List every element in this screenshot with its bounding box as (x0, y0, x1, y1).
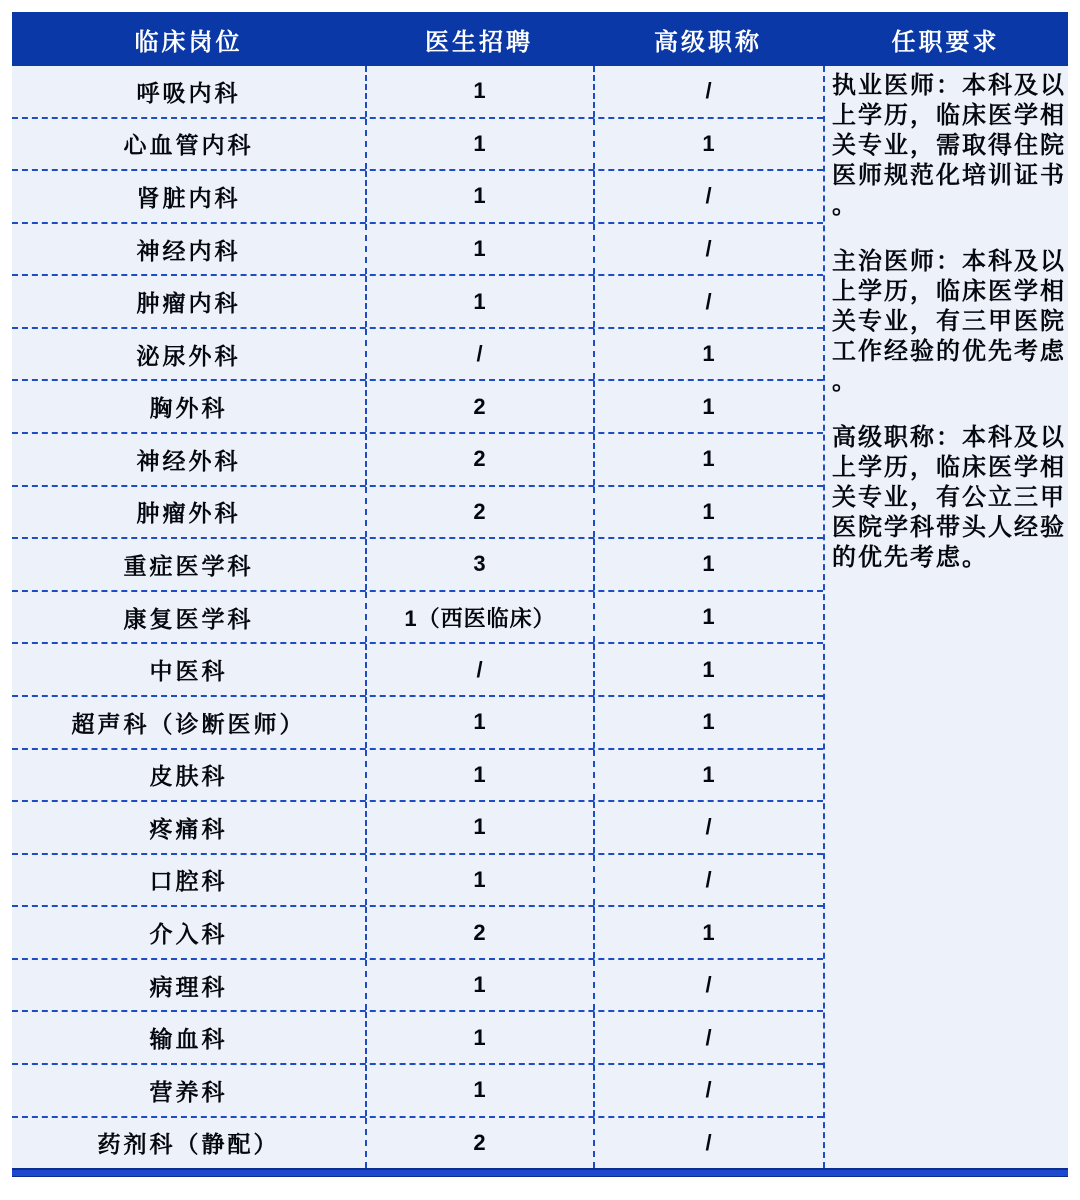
table-row (12, 119, 823, 172)
recruitment-table (12, 12, 1068, 1177)
position-cell: 病理科 (149, 973, 228, 1000)
position-cell: 营养科 (149, 1078, 228, 1105)
senior-title-cell: / (593, 171, 823, 222)
position-cell: 神经内科 (136, 237, 241, 264)
senior-title-cell: 1 (593, 592, 823, 643)
table-row (12, 802, 823, 855)
table-row (12, 960, 823, 1013)
position-cell: 口腔科 (149, 868, 228, 895)
position-cell: 重症医学科 (123, 552, 254, 579)
position-cell: 介入科 (149, 921, 228, 948)
doctor-count-cell: 1 (365, 855, 593, 906)
table-row (12, 224, 823, 277)
doctor-count-cell: 1 (365, 224, 593, 275)
position-cell: 康复医学科 (123, 605, 254, 632)
position-cell: 输血科 (149, 1026, 228, 1053)
position-cell: 心血管内科 (123, 132, 254, 159)
table-row (12, 1065, 823, 1118)
doctor-count-cell: 3 (365, 539, 593, 590)
doctor-count-cell: 1 (365, 1012, 593, 1063)
requirements-paragraph-senior-title: 高级职称：本科及以上学历，临床医学相关专业，有公立三甲医院学科带头人经验的优先考虑。 (832, 424, 1066, 571)
doctor-count-cell: 2 (365, 907, 593, 958)
position-cell: 肿瘤外科 (136, 500, 241, 527)
position-cell: 皮肤科 (149, 763, 228, 790)
position-cell: 呼吸内科 (136, 79, 241, 106)
senior-title-cell: 1 (593, 329, 823, 380)
senior-title-cell: / (593, 802, 823, 853)
table-row (12, 1012, 823, 1065)
doctor-count-cell: 1 (365, 960, 593, 1011)
senior-title-cell: / (593, 1118, 823, 1169)
doctor-count-cell: 1 (365, 171, 593, 222)
doctor-count-cell: 2 (365, 1118, 593, 1169)
table-body (12, 66, 1068, 1168)
table-row (12, 276, 823, 329)
senior-title-cell: 1 (593, 434, 823, 485)
position-cell: 胸外科 (149, 395, 228, 422)
doctor-count-cell: 1（西医临床） (365, 592, 593, 643)
senior-title-cell: / (593, 1065, 823, 1116)
senior-title-cell: 1 (593, 697, 823, 748)
table-row (12, 434, 823, 487)
doctor-count-cell: 2 (365, 487, 593, 538)
doctor-count-cell: 1 (365, 802, 593, 853)
senior-title-cell: / (593, 1012, 823, 1063)
table-row (12, 171, 823, 224)
senior-title-cell: / (593, 66, 823, 117)
table-row (12, 539, 823, 592)
table-row (12, 644, 823, 697)
doctor-count-cell: 2 (365, 381, 593, 432)
table-bottom-border (12, 1168, 1068, 1177)
doctor-count-cell: 1 (365, 276, 593, 327)
position-cell: 药剂科（静配） (97, 1131, 280, 1158)
doctor-count-cell: 1 (365, 66, 593, 117)
table-row (12, 66, 823, 119)
column-header-position: 临床岗位 (134, 28, 243, 56)
doctor-count-cell: 1 (365, 1065, 593, 1116)
table-row (12, 329, 823, 382)
senior-title-cell: 1 (593, 539, 823, 590)
table-rows (12, 66, 823, 1168)
senior-title-cell: 1 (593, 119, 823, 170)
position-cell: 泌尿外科 (136, 342, 241, 369)
doctor-count-cell: / (365, 329, 593, 380)
position-cell: 疼痛科 (149, 815, 228, 842)
doctor-count-cell: 2 (365, 434, 593, 485)
column-header-senior-title: 高级职称 (654, 28, 762, 56)
senior-title-cell: 1 (593, 750, 823, 801)
senior-title-cell: / (593, 276, 823, 327)
senior-title-cell: 1 (593, 487, 823, 538)
senior-title-cell: / (593, 960, 823, 1011)
table-row (12, 592, 823, 645)
table-row (12, 381, 823, 434)
table-row (12, 1118, 823, 1169)
senior-title-cell: / (593, 855, 823, 906)
position-cell: 超声科（诊断医师） (71, 710, 306, 737)
table-row (12, 487, 823, 540)
doctor-count-cell: 1 (365, 750, 593, 801)
requirements-paragraph-licensed-physician: 执业医师：本科及以上学历，临床医学相关专业，需取得住院医师规范化培训证书。 (832, 72, 1066, 219)
table-row (12, 697, 823, 750)
position-cell: 神经外科 (136, 447, 241, 474)
column-header-doctor-recruit: 医生招聘 (425, 28, 533, 56)
doctor-count-cell: / (365, 644, 593, 695)
requirements-paragraph-attending-physician: 主治医师：本科及以上学历，临床医学相关专业，有三甲医院工作经验的优先考虑。 (832, 248, 1066, 395)
table-row (12, 855, 823, 908)
column-header-requirements: 任职要求 (891, 28, 1000, 56)
requirements-cell (823, 66, 1068, 1168)
senior-title-cell: 1 (593, 644, 823, 695)
table-row (12, 907, 823, 960)
position-cell: 中医科 (149, 658, 228, 685)
senior-title-cell: 1 (593, 381, 823, 432)
position-cell: 肾脏内科 (136, 184, 241, 211)
table-header (12, 12, 1068, 66)
table-row (12, 750, 823, 803)
position-cell: 肿瘤内科 (136, 290, 241, 317)
senior-title-cell: 1 (593, 907, 823, 958)
doctor-count-cell: 1 (365, 119, 593, 170)
senior-title-cell: / (593, 224, 823, 275)
doctor-count-cell: 1 (365, 697, 593, 748)
